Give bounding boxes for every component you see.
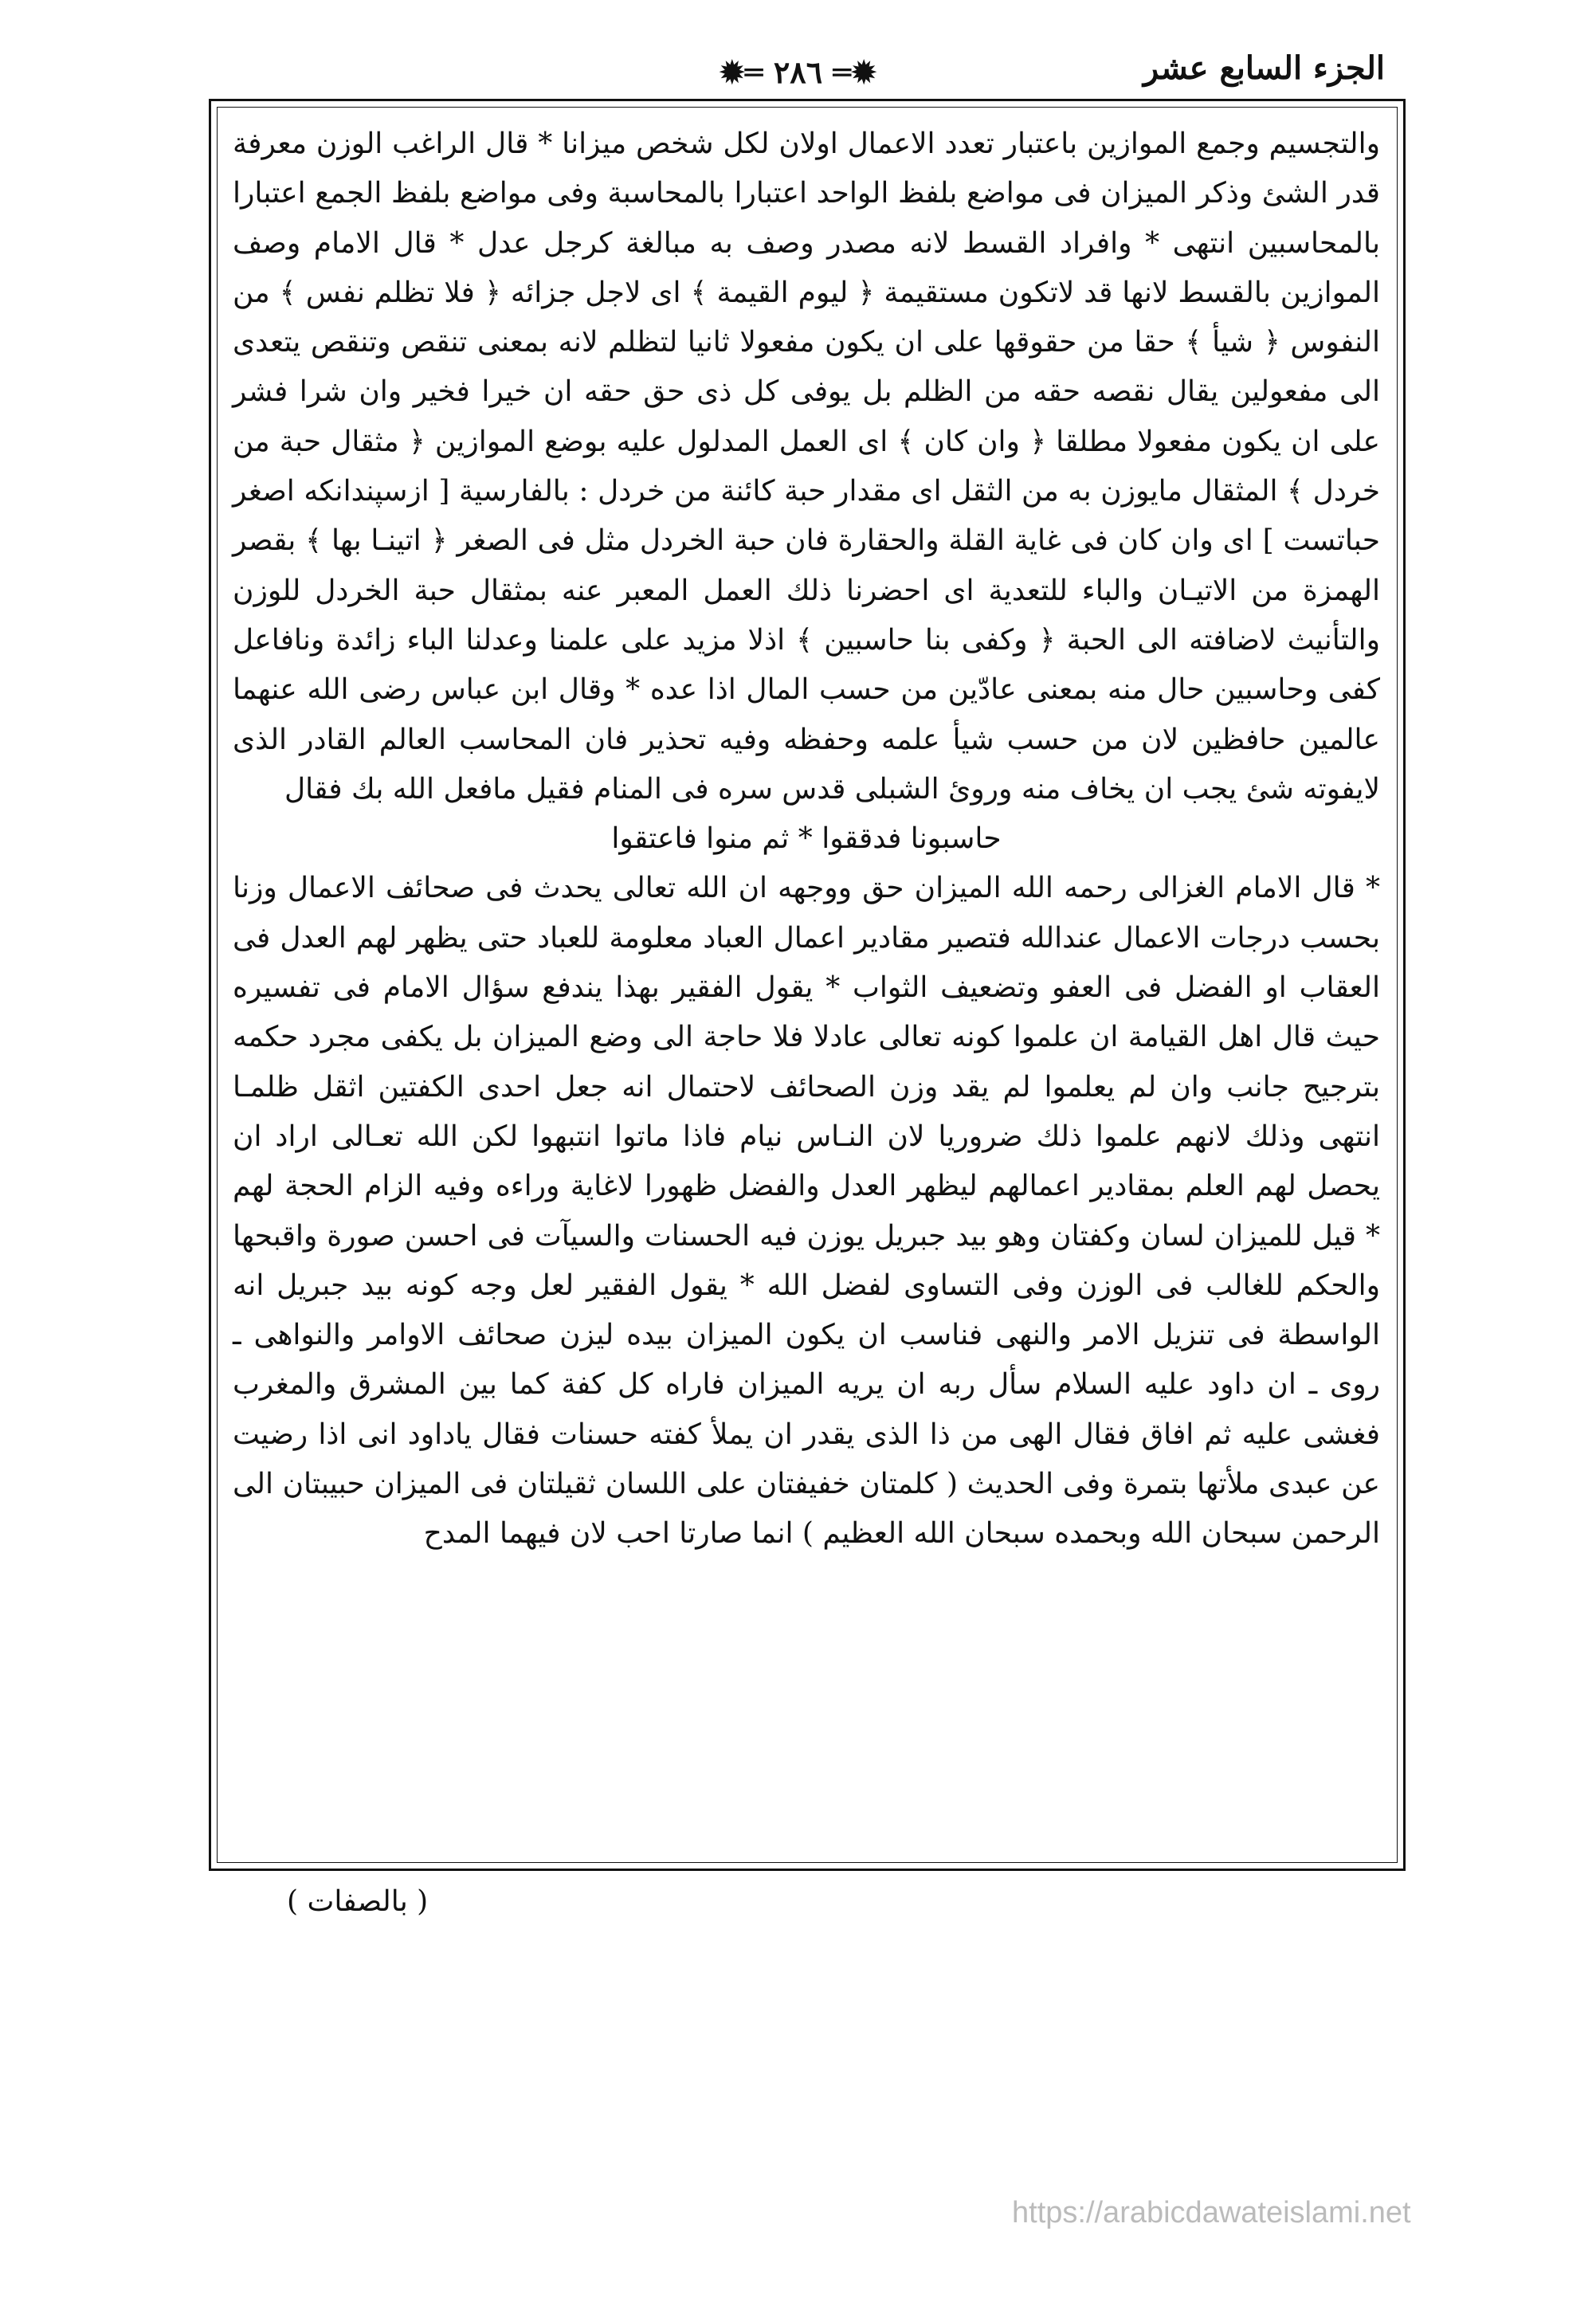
ornament-left-icon: ✹═ — [833, 54, 877, 90]
watermark-url: https://arabicdawateislami.net — [1012, 2196, 1411, 2229]
paragraph-2: * قال الامام الغزالى رحمه الله الميزان حق ووجهه ان الله تعالى يحدث فى صحائف الاعمال وزنا بحسب درجات الاعمال عندالله فتصير مقادير اعمال العباد معلومة للعباد حتى يظهر لهم العدل فى العقاب او الفضل فى العفو وتضعيف الثواب * يقول الفقير بهذا يندفع سؤال الامام فى تفسيره حيث قال اهل القيامة ان علموا كونه تعالى عادلا فلا حاجة الى وضع الميزان بل يكفى مجرد حكمه بترجيح جانب وان لم يعلموا لم يقد وزن الصحائف لاحتمال انه جعل احدى الكفتين اثقل ظلمـا انتهى وذلك لانهم علموا ذلك ضروريا لان النـاس نيام فاذا ماتوا انتبهوا لكن الله تعـالى اراد ان يحصل لهم العلم بمقادير اعمالهم ليظهر العدل والفضل ظهورا لاغاية وراءه وفيه الزام الحجة لهم * قيل للميزان لسان وكفتان وهو بيد جبريل يوزن فيه الحسنات والسيآت فى احسن صورة واقبحها والحكم للغالب فى الوزن وفى التساوى لفضل الله * يقول الفقير لعل وجه كونه بيد جبريل انه الواسطة فى تنزيل الامر والنهى فناسب ان يكون الميزان بيده ليزن صحائف الاوامر والنواهى ـ روى ـ ان داود عليه السلام سأل ربه ان يريه الميزان فاراه كل كفة كما بين المشرق والمغرب فغشى عليه ثم افاق فقال الهى من ذا الذى يقدر ان يملأ كفته حسنات فقال ياداود انى اذا رضيت عن عبدى ملأتها بتمرة وفى الحديث ( كلمتان خفيفتان على اللسان ثقيلتان فى الميزان حبيبتان الى الرحمن سبحان الله وبحمده سبحان الله العظيم ) انما صارتا احب لان فيهما المدح — [233, 872, 1380, 1551]
poetry-verse: حاسبونا فدققوا * ثم منوا فاعتقوا — [611, 822, 1002, 856]
page-number-value: ۲۸٦ — [773, 54, 823, 90]
page-header — [211, 49, 1385, 97]
catchword: ( بالصفات ) — [287, 1885, 429, 1918]
ornament-right-icon: ═✹ — [719, 54, 763, 90]
page-body — [233, 120, 1380, 1857]
page-number — [720, 54, 876, 90]
paragraph-1: والتجسيم وجمع الموازين باعتبار تعدد الاعمال اولان لكل شخص ميزانا * قال الراغب الوزن معرفة قدر الشئ وذكر الميزان فى مواضع بلفظ الواحد اعتبارا بالمحاسبة وفى مواضع بلفظ الجمع اعتبارا بالمحاسبين انتهى * وافراد القسط لانه مصدر وصف به مبالغة كرجل عدل * قال الامام وصف الموازين بالقسط لانها قد لاتكون مستقيمة ﴿ ليوم القيمة ﴾ اى لاجل جزائه ﴿ فلا تظلم نفس ﴾ من النفوس ﴿ شيأ ﴾ حقا من حقوقها على ان يكون مفعولا ثانيا لتظلم لانه بمعنى تنقص وتنقص يتعدى الى مفعولين يقال نقصه حقه من الظلم بل يوفى كل ذى حق حقه ان خيرا فخير وان شرا فشر على ان يكون مفعولا مطلقا ﴿ وان كان ﴾ اى العمل المدلول عليه بوضع الموازين ﴿ مثقال حبة من خردل ﴾ المثقال مايوزن به من الثقل اى مقدار حبة كائنة من خردل : بالفارسية [ ازسپندانكه اصغر حباتست ] اى وان كان فى غاية القلة والحقارة فان حبة الخردل مثل فى الصغر ﴿ اتينـا بها ﴾ بقصر الهمزة من الاتيـان والباء للتعدية اى احضرنا ذلك العمل المعبر عنه بمثقال حبة الخردل للوزن والتأنيث لاضافته الى الحبة ﴿ وكفى بنا حاسبين ﴾ اذلا مزيد على علمنا وعدلنا الباء زائدة ونافاعل كفى وحاسبين حال منه بمعنى عادّين من حسب المال اذا عده * وقال ابن عباس رضى الله عنهما عالمين حافظين لان من حسب شيأ علمه وحفظه وفيه تحذير فان المحاسب العالم القادر الذى لايفوته شئ يجب ان يخاف منه وروئ الشبلى قدس سره فى المنام فقيل مافعل الله بك فقال — [233, 127, 1380, 806]
part-title: الجزء السابع عشر — [1143, 49, 1385, 87]
